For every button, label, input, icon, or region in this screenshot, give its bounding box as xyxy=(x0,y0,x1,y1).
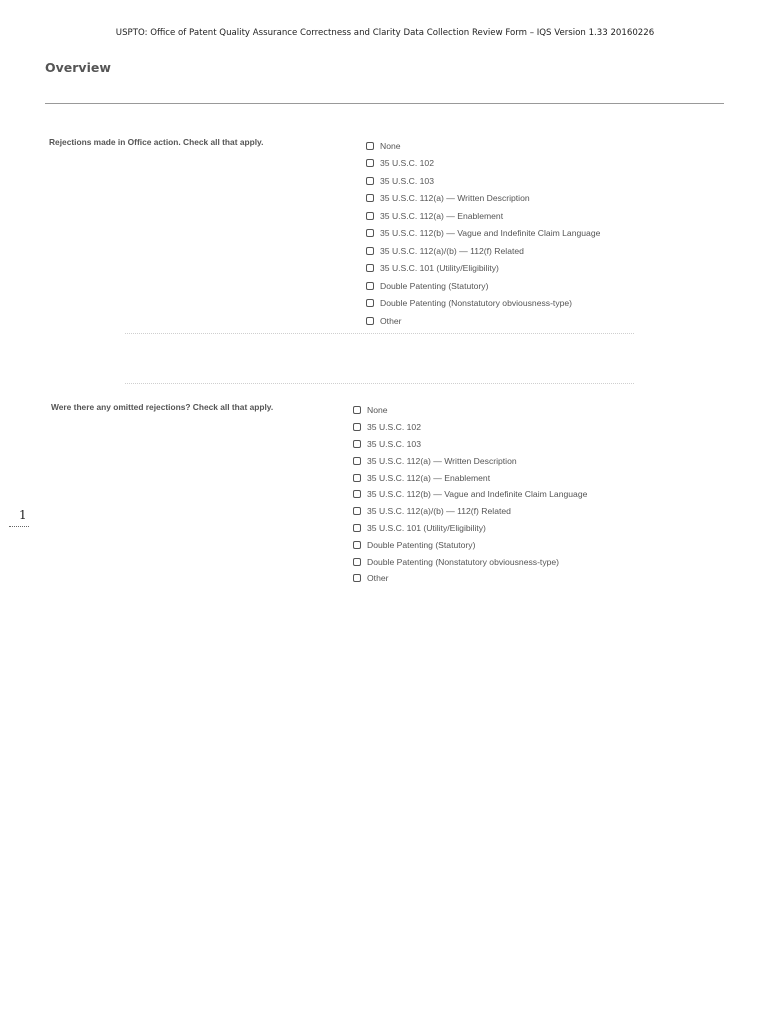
option-label: 35 U.S.C. 103 xyxy=(367,438,421,449)
option-label: Double Patenting (Nonstatutory obviousness-type) xyxy=(380,298,573,309)
checkbox-icon[interactable] xyxy=(366,282,374,290)
omitted-rejections-options xyxy=(353,402,587,587)
checkbox-icon[interactable] xyxy=(366,194,374,202)
rejections-made-options xyxy=(366,137,600,330)
option-112a-enablement[interactable] xyxy=(366,207,600,225)
option-label: Double Patenting (Statutory) xyxy=(380,280,489,291)
checkbox-icon[interactable] xyxy=(353,524,361,532)
option-102[interactable] xyxy=(353,419,587,436)
option-label: 35 U.S.C. 103 xyxy=(380,175,434,186)
option-label: None xyxy=(367,405,388,416)
checkbox-icon[interactable] xyxy=(366,142,374,150)
checkbox-icon[interactable] xyxy=(366,247,374,255)
checkbox-icon[interactable] xyxy=(366,177,374,185)
section-title: Overview xyxy=(45,60,111,75)
option-label: 35 U.S.C. 112(b) — Vague and Indefinite Claim Language xyxy=(380,228,601,239)
checkbox-icon[interactable] xyxy=(353,457,361,465)
option-101[interactable] xyxy=(366,260,600,278)
checkbox-icon[interactable] xyxy=(366,299,374,307)
option-label: Other xyxy=(367,573,389,584)
option-112a-written-description[interactable] xyxy=(353,452,587,469)
option-double-patenting-nonstatutory[interactable] xyxy=(366,295,600,313)
option-102[interactable] xyxy=(366,155,600,173)
option-112f-related[interactable] xyxy=(366,242,600,260)
checkbox-icon[interactable] xyxy=(353,423,361,431)
checkbox-icon[interactable] xyxy=(353,541,361,549)
checkbox-icon[interactable] xyxy=(353,406,361,414)
checkbox-icon[interactable] xyxy=(353,440,361,448)
page-header: USPTO: Office of Patent Quality Assurance Correctness and Clarity Data Collection Review Form – IQS Version 1.33 20160226 xyxy=(115,28,655,38)
option-double-patenting-statutory[interactable] xyxy=(366,277,600,295)
option-label: 35 U.S.C. 102 xyxy=(367,422,421,433)
option-103[interactable] xyxy=(353,436,587,453)
option-101[interactable] xyxy=(353,520,587,537)
checkbox-icon[interactable] xyxy=(353,490,361,498)
option-label: Double Patenting (Nonstatutory obviousness-type) xyxy=(367,556,560,567)
option-label: Double Patenting (Statutory) xyxy=(367,539,476,550)
title-divider xyxy=(45,103,724,104)
option-none[interactable] xyxy=(353,402,587,419)
option-double-patenting-statutory[interactable] xyxy=(353,536,587,553)
separator-top xyxy=(125,333,634,334)
checkbox-icon[interactable] xyxy=(366,317,374,325)
option-label: 35 U.S.C. 112(a) — Written Description xyxy=(380,193,530,204)
option-label: 35 U.S.C. 112(a) — Written Description xyxy=(367,455,517,466)
option-other[interactable] xyxy=(353,570,587,587)
option-103[interactable] xyxy=(366,172,600,190)
option-label: 35 U.S.C. 101 (Utility/Eligibility) xyxy=(367,522,486,533)
option-label: 35 U.S.C. 101 (Utility/Eligibility) xyxy=(380,263,499,274)
page-number-underline xyxy=(9,526,29,527)
question-rejections-made: Rejections made in Office action. Check all that apply. xyxy=(49,137,264,147)
option-double-patenting-nonstatutory[interactable] xyxy=(353,553,587,570)
page-number: 1 xyxy=(19,508,27,522)
option-label: Other xyxy=(380,315,402,326)
option-label: 35 U.S.C. 102 xyxy=(380,158,434,169)
option-none[interactable] xyxy=(366,137,600,155)
checkbox-icon[interactable] xyxy=(353,507,361,515)
checkbox-icon[interactable] xyxy=(366,229,374,237)
checkbox-icon[interactable] xyxy=(366,212,374,220)
option-label: 35 U.S.C. 112(b) — Vague and Indefinite Claim Language xyxy=(367,489,588,500)
checkbox-icon[interactable] xyxy=(366,159,374,167)
option-112a-written-description[interactable] xyxy=(366,190,600,208)
question-omitted-rejections: Were there any omitted rejections? Check all that apply. xyxy=(51,402,274,412)
option-label: 35 U.S.C. 112(a) — Enablement xyxy=(380,210,504,221)
checkbox-icon[interactable] xyxy=(353,574,361,582)
option-112f-related[interactable] xyxy=(353,503,587,520)
option-112a-enablement[interactable] xyxy=(353,469,587,486)
checkbox-icon[interactable] xyxy=(353,474,361,482)
checkbox-icon[interactable] xyxy=(366,264,374,272)
option-label: 35 U.S.C. 112(a)/(b) — 112(f) Related xyxy=(380,245,524,256)
option-label: None xyxy=(380,140,401,151)
option-label: 35 U.S.C. 112(a)/(b) — 112(f) Related xyxy=(367,506,511,517)
checkbox-icon[interactable] xyxy=(353,558,361,566)
option-label: 35 U.S.C. 112(a) — Enablement xyxy=(367,472,491,483)
option-other[interactable] xyxy=(366,312,600,330)
separator-bottom xyxy=(125,383,634,384)
option-112b-indefinite[interactable] xyxy=(366,225,600,243)
option-112b-indefinite[interactable] xyxy=(353,486,587,503)
